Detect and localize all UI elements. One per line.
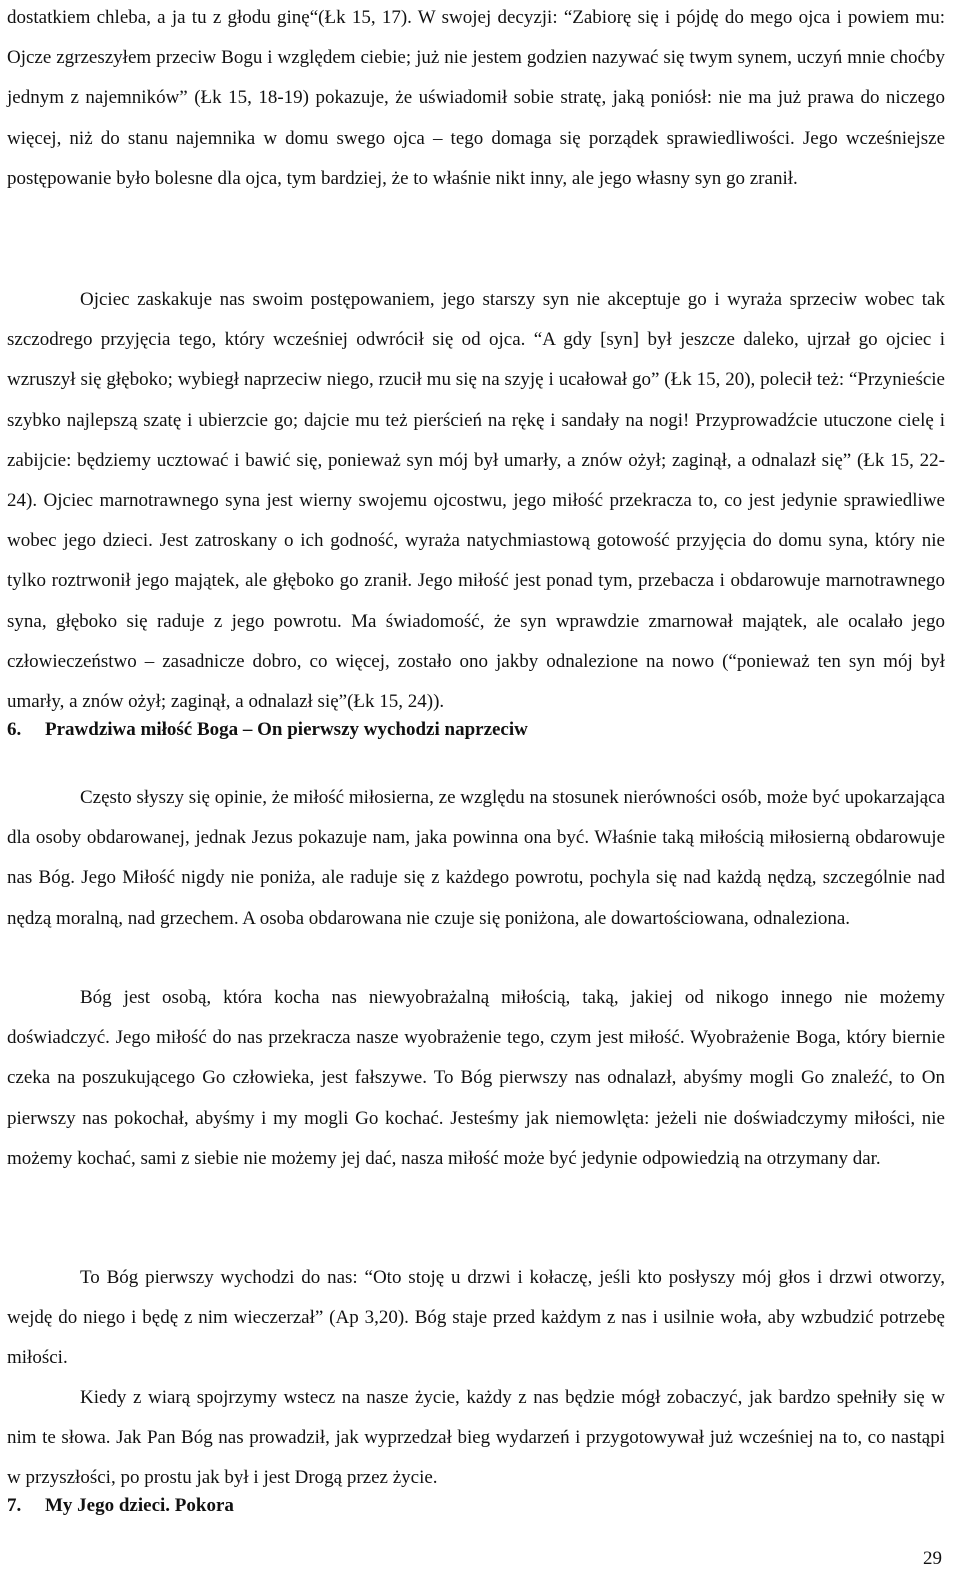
paragraph-prodigal-decision: dostatkiem chleba, a ja tu z głodu ginę“(Łk 15, 17). W swojej decyzji: “Zabiorę się i pójdę do mego ojca i powiem mu: Ojcze zgrzeszyłem przeciw Bogu i względem ciebie; już nie jestem godzien nazywać się twym synem, uczyń mnie choćby jednym z najemników” (Łk 15, 18-19) pokazuje, że uświadomił sobie stratę, jaką poniósł: nie ma już prawa do niczego więcej, niż do stanu najemnika w domu swego ojca – tego domaga się porządek sprawiedliwości. Jego wcześniejsze postępowanie było bolesne dla ojca, tym bardziej, że to właśnie nikt inny, ale jego własny syn go zranił. [7, 7, 945, 189]
section-heading-7 [7, 1494, 234, 1518]
paragraph-god-is-person: Bóg jest osobą, która kocha nas niewyobrażalną miłością, taką, jakiej od nikogo innego nie możemy doświadczyć. Jego miłość do nas przekracza nasze wyobrażenie tego, czym jest miłość. Wyobrażenie Boga, który biernie czeka na poszukującego Go człowieka, jest fałszywe. To Bóg pierwszy nas odnalazł, abyśmy mogli Go znaleźć, to On pierwszy nas pokochał, abyśmy i my mogli Go kochać. Jesteśmy jak niemowlęta: jeżeli nie doświadczymy miłości, nie możemy kochać, sami z siebie nie możemy jej dać, nasza miłość może być jedynie odpowiedzią na otrzymany dar. [7, 987, 945, 1169]
section-heading-6 [7, 718, 528, 742]
page-number: 29 [923, 1548, 942, 1569]
section-title-7: My Jego dzieci. Pokora [45, 1495, 234, 1516]
section-title-6: Prawdziwa miłość Boga – On pierwszy wychodzi naprzeciw [45, 719, 528, 740]
section-number-6: 6. [7, 719, 22, 740]
paragraph-father-surprise: Ojciec zaskakuje nas swoim postępowaniem, jego starszy syn nie akceptuje go i wyraża sprzeciw wobec tak szczodrego przyjęcia tego, który wcześniej odwrócił się od ojca. “A gdy [syn] był jeszcze daleko, ujrzał go ojciec i wzruszył się głęboko; wybiegł naprzeciw niego, rzucił mu się na szyję i ucałował go” (Łk 15, 20), polecił też: “Przynieście szybko najlepszą szatę i ubierzcie go; dajcie mu też pierścień na rękę i sandały na nogi! Przyprowadźcie utuczone cielę i zabijcie: będziemy ucztować i bawić się, ponieważ syn mój był umarły, a znów ożył; zaginął, a odnalazł się” (Łk 15, 22-24). Ojciec marnotrawnego syna jest wierny swojemu ojcostwu, jego miłość przekracza to, co jest jedynie sprawiedliwe wobec jego dzieci. Jest zatroskany o ich godność, wyraża natychmiastową gotowość przyjęcia do domu syna, który nie tylko roztrwonił jego majątek, ale głęboko go zranił. Jego miłość jest ponad tym, przebacza i obdarowuje marnotrawnego syna, głęboko się raduje z jego powrotu. Ma świadomość, że syn wprawdzie zmarnował majątek, ale ocalało jego człowieczeństwo – zasadnicze dobro, co więcej, zostało ono jakby odnalezione na nowo (“ponieważ ten syn mój był umarły, a znów ożył; zaginął, a odnalazł się”(Łk 15, 24)). [7, 289, 945, 713]
paragraph-merciful-love: Często słyszy się opinie, że miłość miłosierna, ze względu na stosunek nierówności osób, może być upokarzająca dla osoby obdarowanej, jednak Jezus pokazuje nam, jaka powinna ona być. Właśnie taką miłością miłosierną obdarowuje nas Bóg. Jego Miłość nigdy nie poniża, ale raduje się z każdego powrotu, pochyla się nad każdą nędzą, szczególnie nad nędzą moralną, nad grzechem. A osoba obdarowana nie czuje się poniżona, ale dowartościowana, odnaleziona. [7, 787, 945, 929]
section-number-7: 7. [7, 1495, 22, 1516]
paragraph-look-back-with-faith: Kiedy z wiarą spojrzymy wstecz na nasze życie, każdy z nas będzie mógł zobaczyć, jak bardzo spełniły się w nim te słowa. Jak Pan Bóg nas prowadził, jak wyprzedzał bieg wydarzeń i przygotowywał już wcześniej na to, co nastąpi w przyszłości, po prostu jak był i jest Drogą przez życie. [7, 1387, 945, 1489]
paragraph-god-comes-first: To Bóg pierwszy wychodzi do nas: “Oto stoję u drzwi i kołaczę, jeśli kto posłyszy mój głos i drzwi otworzy, wejdę do niego i będę z nim wieczerzał” (Ap 3,20). Bóg staje przed każdym z nas i usilnie woła, aby wzbudzić potrzebę miłości. [7, 1267, 945, 1369]
